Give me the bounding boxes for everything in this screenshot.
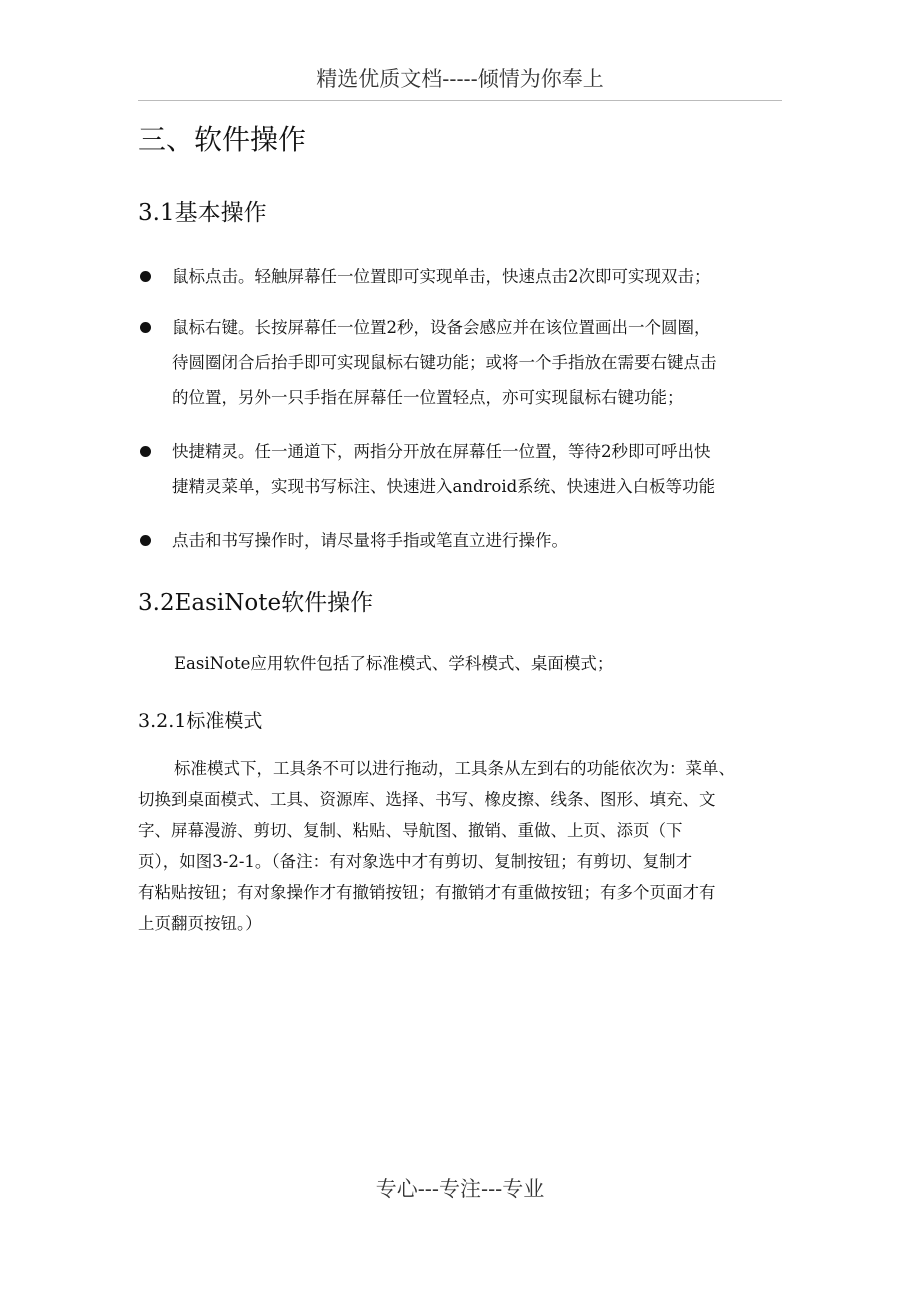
bullet-line: 的位置，另外一只手指在屏幕任一位置轻点，亦可实现鼠标右键功能； bbox=[172, 388, 684, 407]
paragraph-line: 切换到桌面模式、工具、资源库、选择、书写、橡皮擦、线条、图形、填充、文 bbox=[138, 790, 716, 809]
bullet-line: 快捷精灵。任一通道下，两指分开放在屏幕任一位置，等待2秒即可呼出快 bbox=[172, 442, 711, 461]
paragraph-line: 标准模式下，工具条不可以进行拖动，工具条从左到右的功能依次为：菜单、 bbox=[174, 759, 735, 778]
bullet-line: 待圆圈闭合后抬手即可实现鼠标右键功能；或将一个手指放在需要右键点击 bbox=[172, 353, 717, 372]
header-divider bbox=[138, 100, 782, 101]
page-header: 精选优质文档-----倾情为你奉上 bbox=[316, 67, 604, 91]
bullet-dot-icon bbox=[140, 271, 151, 282]
bullet-line: 捷精灵菜单，实现书写标注、快速进入android系统、快速进入白板等功能 bbox=[172, 477, 716, 496]
bullet-line: 鼠标点击。轻触屏幕任一位置即可实现单击，快速点击2次即可实现双击； bbox=[172, 267, 711, 286]
section-title: 三、软件操作 bbox=[138, 123, 307, 156]
subsection-title-easinote: 3.2EasiNote软件操作 bbox=[138, 590, 374, 616]
paragraph-line: 字、屏幕漫游、剪切、复制、粘贴、导航图、撤销、重做、上页、添页（下 bbox=[138, 821, 683, 840]
paragraph-line: 有粘贴按钮；有对象操作才有撤销按钮；有撤销才有重做按钮；有多个页面才有 bbox=[138, 883, 716, 902]
bullet-item-right-click bbox=[138, 310, 788, 415]
bullet-dot-icon bbox=[140, 535, 151, 546]
paragraph-line: 上页翻页按钮。） bbox=[138, 914, 262, 933]
bullet-item-mouse-click bbox=[138, 259, 788, 294]
bullet-item-operation-tip bbox=[138, 523, 788, 558]
page-footer: 专心---专注---专业 bbox=[375, 1177, 545, 1201]
bullet-line: 点击和书写操作时，请尽量将手指或笔直立进行操作。 bbox=[172, 531, 568, 550]
bullet-dot-icon bbox=[140, 446, 151, 457]
bullet-dot-icon bbox=[140, 322, 151, 333]
bullet-item-quick-sprite bbox=[138, 434, 788, 504]
subsubsection-title-standard: 3.2.1标准模式 bbox=[138, 710, 263, 732]
standard-mode-paragraph bbox=[138, 753, 782, 939]
easinote-intro: EasiNote应用软件包括了标准模式、学科模式、桌面模式； bbox=[174, 654, 614, 673]
paragraph-line: 页），如图3-2-1。（备注：有对象选中才有剪切、复制按钮；有剪切、复制才 bbox=[138, 852, 693, 871]
subsection-title-basic: 3.1基本操作 bbox=[138, 200, 267, 226]
bullet-line: 鼠标右键。长按屏幕任一位置2秒，设备会感应并在该位置画出一个圆圈， bbox=[172, 318, 711, 337]
